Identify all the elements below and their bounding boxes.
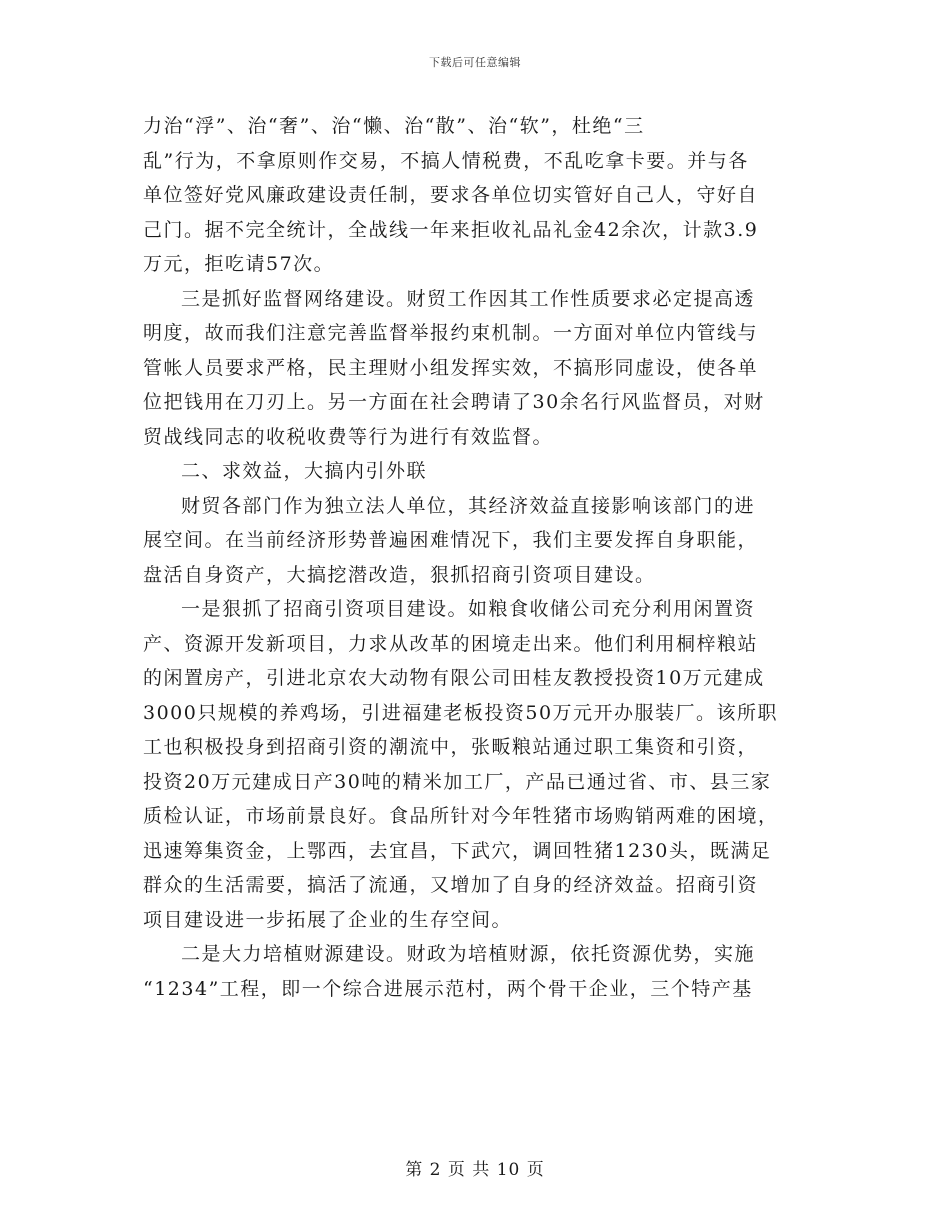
text-line: 3000只规模的养鸡场，引进福建老板投资50万元开办服装厂。该所职 bbox=[143, 701, 779, 724]
paragraph-start-line: 三是抓好监督网络建设。财贸工作因其工作性质要求必定提高透 bbox=[181, 287, 756, 310]
text-line: 质检认证，市场前景良好。食品所针对今年牲猪市场购销两难的困境， bbox=[143, 805, 779, 827]
page-number-footer: 第 2 页 共 10 页 bbox=[405, 1160, 545, 1180]
section-heading: 二、求效益，大搞内引外联 bbox=[181, 460, 428, 482]
text-line: 迅速筹集资金，上鄂西，去宜昌，下武穴，调回牲猪1230头，既满足 bbox=[143, 839, 772, 862]
text-line: 单位签好党风廉政建设责任制，要求各单位切实管好自己人，守好自 bbox=[143, 184, 759, 206]
text-line: “1234”工程，即一个综合进展示范村，两个骨干企业，三个特产基 bbox=[143, 977, 753, 1000]
text-line: 位把钱用在刀刃上。另一方面在社会聘请了30余名行风监督员，对财 bbox=[143, 391, 765, 413]
text-line: 明度，故而我们注意完善监督举报约束机制。一方面对单位内管线与 bbox=[143, 322, 759, 344]
text-line: 项目建设进一步拓展了企业的生存空间。 bbox=[143, 908, 513, 931]
paragraph-start-line: 财贸各部门作为独立法人单位，其经济效益直接影响该部门的进 bbox=[181, 494, 756, 517]
header-note: 下载后可任意编辑 bbox=[429, 56, 521, 69]
text-line: 管帐人员要求严格，民主理财小组发挥实效，不搞形同虚设，使各单 bbox=[143, 356, 759, 379]
text-line: 万元，拒吃请57次。 bbox=[143, 253, 335, 275]
text-line: 群众的生活需要，搞活了流通，又增加了自身的经济效益。招商引资 bbox=[143, 874, 759, 896]
text-line: 产、资源开发新项目，力求从改革的困境走出来。他们利用桐梓粮站 bbox=[143, 632, 759, 655]
text-line: 展空间。在当前经济形势普遍困难情况下，我们主要发挥自身职能， bbox=[143, 529, 759, 551]
text-line: 的闲置房产，引进北京农大动物有限公司田桂友教授投资10万元建成 bbox=[143, 667, 765, 689]
text-line: 乱”行为，不拿原则作交易，不搞人情税费，不乱吃拿卡要。并与各 bbox=[143, 149, 749, 172]
body-text bbox=[143, 109, 808, 1006]
paragraph-start-line: 二是大力培植财源建设。财政为培植财源，依托资源优势，实施 bbox=[181, 943, 756, 965]
text-line: 投资20万元建成日产30吨的精米加工厂，产品已通过省、市、县三家 bbox=[143, 770, 772, 793]
text-line: 工也积极投身到招商引资的潮流中，张畈粮站通过职工集资和引资， bbox=[143, 736, 759, 758]
text-line: 力治“浮”、治“奢”、治“懒、治“散”、治“软”，杜绝“三 bbox=[143, 115, 645, 137]
text-line: 贸战线同志的收税收费等行为进行有效监督。 bbox=[143, 425, 554, 448]
text-line: 盘活自身资产，大搞挖潜改造，狠抓招商引资项目建设。 bbox=[143, 563, 656, 586]
paragraph-start-line: 一是狠抓了招商引资项目建设。如粮食收储公司充分利用闲置资 bbox=[181, 598, 756, 620]
text-line: 己门。据不完全统计，全战线一年来拒收礼品礼金42余次，计款3.9 bbox=[143, 218, 759, 241]
